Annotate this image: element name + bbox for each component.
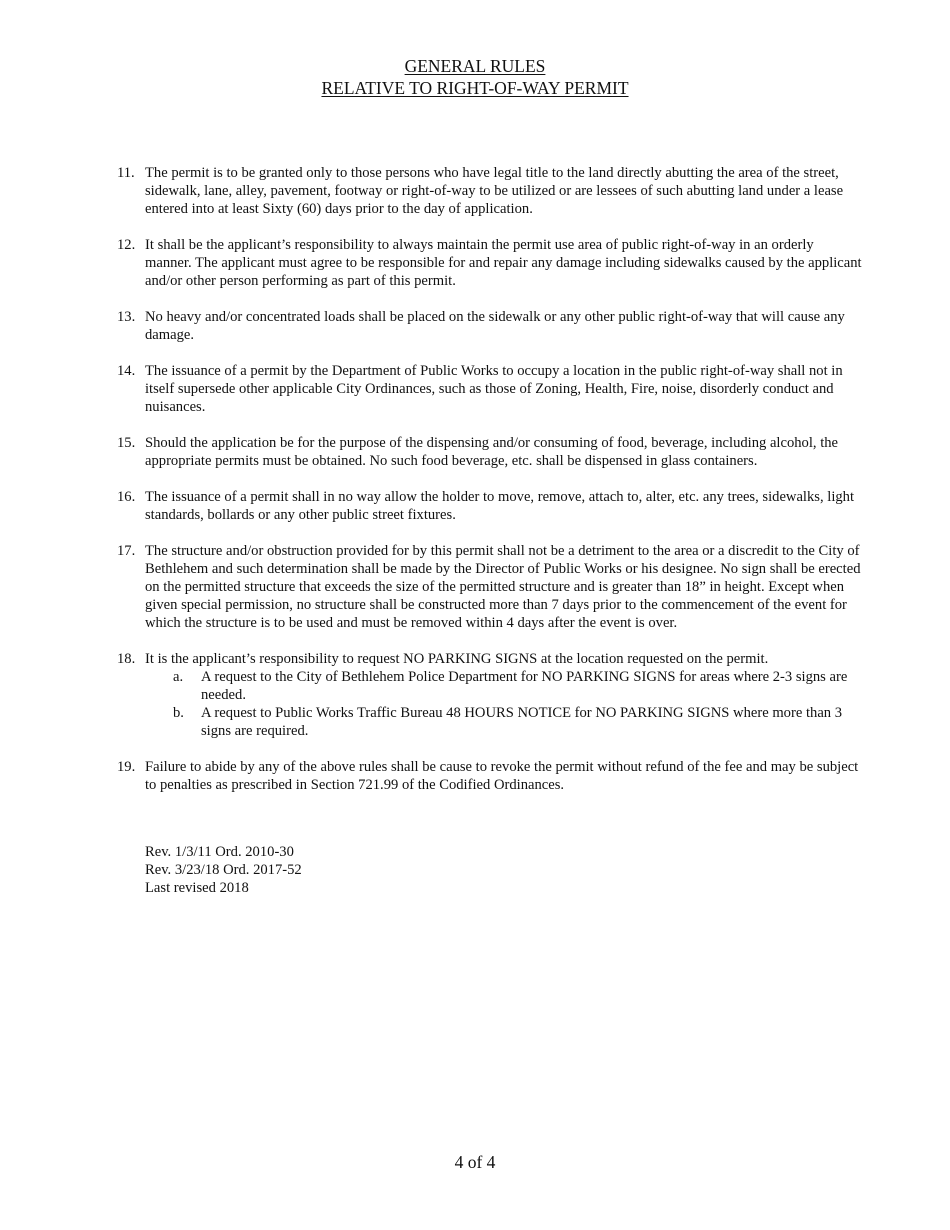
rule-item-18 bbox=[117, 650, 863, 740]
document-title bbox=[0, 55, 950, 99]
rule-number: 16. bbox=[117, 489, 136, 505]
rule-number: 19. bbox=[117, 759, 136, 775]
rule-text: Failure to abide by any of the above rules shall be cause to revoke the permit without refund of the fee and may be subject to penalties as prescribed in Section 721.99 of the Codified Ordinances. bbox=[145, 759, 859, 793]
rule-item-14 bbox=[117, 362, 863, 416]
rule-text: Should the application be for the purpose of the dispensing and/or consuming of food, beverage, including alcohol, the appropriate permits must be obtained. No such food beverage, etc. shall be dispensed in glass containers. bbox=[145, 435, 839, 469]
subrules-list bbox=[145, 668, 863, 740]
revision-line-2: Rev. 3/23/18 Ord. 2017-52 bbox=[145, 862, 302, 878]
rule-item-19 bbox=[117, 758, 863, 794]
page-number: 4 of 4 bbox=[454, 1152, 496, 1172]
rule-number: 12. bbox=[117, 237, 136, 253]
subrule-text: A request to Public Works Traffic Bureau 48 HOURS NOTICE for NO PARKING SIGNS where more than 3 signs are required. bbox=[201, 705, 843, 739]
subrule-item-a bbox=[145, 668, 863, 704]
rule-number: 15. bbox=[117, 435, 136, 451]
rule-text: The structure and/or obstruction provided for by this permit shall not be a detriment to the area or a discredit to the City of Bethlehem and such determination shall be made by the Director of Public Works or his designee. No sign shall be erected on the permitted structure that exceeds the size of the permitted structure and is greater than 18” in height. Except when given special permission, no structure shall be constructed more than 7 days prior to the commencement of the event for which the structure is to be used and must be removed within 4 days after the event is over. bbox=[145, 543, 861, 631]
revision-notes bbox=[145, 843, 302, 897]
rule-text: The issuance of a permit by the Department of Public Works to occupy a location in the public right-of-way shall not in itself supersede other applicable City Ordinances, such as those of Zoning, Health, Fire, noise, disorderly conduct and nuisances. bbox=[145, 363, 843, 415]
rule-text: The permit is to be granted only to those persons who have legal title to the land directly abutting the area of the street, sidewalk, lane, alley, pavement, footway or right-of-way to be utilized or are lessees of such abutting land under a lease entered into at least Sixty (60) days prior to the day of application. bbox=[145, 165, 844, 217]
subrule-item-b bbox=[145, 704, 863, 740]
rule-item-15 bbox=[117, 434, 863, 470]
rule-text: The issuance of a permit shall in no way allow the holder to move, remove, attach to, alter, etc. any trees, sidewalks, light standards, bollards or any other public street fixtures. bbox=[145, 489, 855, 523]
subrule-letter: a. bbox=[173, 669, 184, 685]
revision-line-3: Last revised 2018 bbox=[145, 880, 249, 896]
rules-list bbox=[117, 164, 863, 812]
rule-number: 14. bbox=[117, 363, 136, 379]
rule-number: 17. bbox=[117, 543, 136, 559]
revision-line-1: Rev. 1/3/11 Ord. 2010-30 bbox=[145, 844, 294, 860]
rule-item-12 bbox=[117, 236, 863, 290]
rule-text: It shall be the applicant’s responsibility to always maintain the permit use area of public right-of-way in an orderly manner. The applicant must agree to be responsible for and repair any damage including sidewalks caused by the applicant and/or other person performing as part of this permit. bbox=[145, 237, 862, 289]
subrule-letter: b. bbox=[173, 705, 184, 721]
rule-item-11 bbox=[117, 164, 863, 218]
title-line-1: GENERAL RULES bbox=[404, 56, 546, 76]
rule-number: 11. bbox=[117, 165, 135, 181]
rule-number: 18. bbox=[117, 651, 136, 667]
rule-item-13 bbox=[117, 308, 863, 344]
rule-item-16 bbox=[117, 488, 863, 524]
rule-text: It is the applicant’s responsibility to request NO PARKING SIGNS at the location requested on the permit. bbox=[145, 651, 769, 667]
rule-item-17 bbox=[117, 542, 863, 632]
subrule-text: A request to the City of Bethlehem Police Department for NO PARKING SIGNS for areas where 2-3 signs are needed. bbox=[201, 669, 848, 703]
title-line-2: RELATIVE TO RIGHT-OF-WAY PERMIT bbox=[321, 78, 629, 98]
rule-number: 13. bbox=[117, 309, 136, 325]
rule-text: No heavy and/or concentrated loads shall be placed on the sidewalk or any other public right-of-way that will cause any damage. bbox=[145, 309, 845, 343]
